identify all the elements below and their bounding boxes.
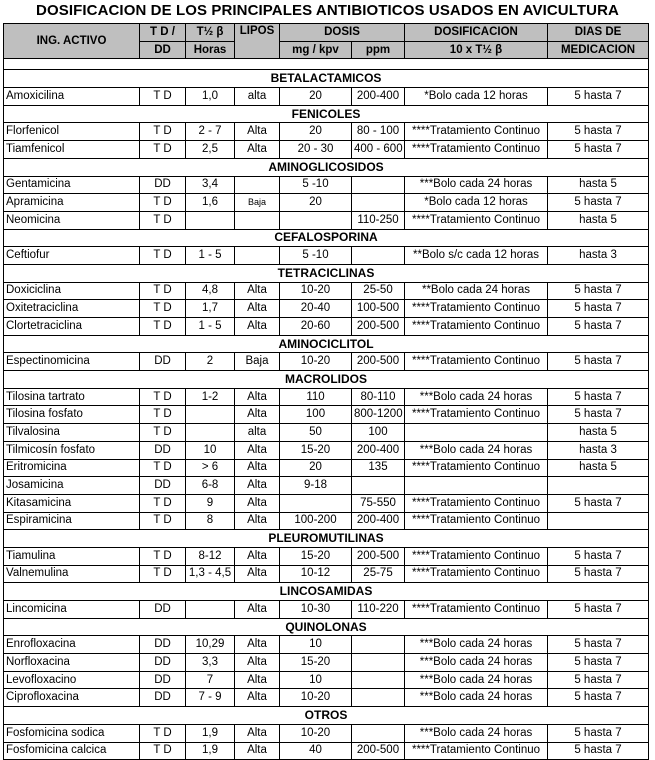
col-header-ing-activo: ING. ACTIVO (4, 24, 140, 59)
section-title: QUINOLONAS (4, 618, 649, 636)
cell-td-dd: T D (140, 724, 186, 742)
cell-dosing: ****Tratamiento Continuo (405, 211, 548, 229)
col-header-td: T D / (140, 24, 186, 42)
cell-dosing: ***Bolo cada 24 horas (405, 388, 548, 406)
cell-ingredient: Tiamulina (4, 547, 140, 565)
cell-lipos: Alta (235, 477, 280, 495)
cell-lipos: Alta (235, 494, 280, 512)
cell-half-life: 7 - 9 (186, 689, 235, 707)
cell-td-dd: T D (140, 247, 186, 265)
table-row (4, 353, 649, 371)
cell-dose-ppm: 100 (352, 424, 405, 442)
cell-days: 5 hasta 7 (548, 636, 649, 654)
cell-half-life: 3,4 (186, 176, 235, 194)
cell-lipos: Alta (235, 388, 280, 406)
cell-dosing: **Bolo s/c cada 12 horas (405, 247, 548, 265)
cell-td-dd: T D (140, 512, 186, 530)
cell-ingredient: Espectinomicina (4, 353, 140, 371)
cell-td-dd: DD (140, 654, 186, 672)
cell-dose-mg-kpv: 15-20 (280, 441, 352, 459)
cell-dose-ppm (352, 176, 405, 194)
cell-dosing: ***Bolo cada 24 horas (405, 636, 548, 654)
cell-td-dd: T D (140, 194, 186, 212)
cell-lipos: Baja (235, 353, 280, 371)
cell-half-life: 1,9 (186, 724, 235, 742)
cell-td-dd: T D (140, 318, 186, 336)
section-title: OTROS (4, 707, 649, 725)
cell-td-dd: T D (140, 547, 186, 565)
cell-dose-ppm (352, 194, 405, 212)
cell-td-dd: T D (140, 565, 186, 583)
section-row (4, 264, 649, 282)
cell-dosing: ****Tratamiento Continuo (405, 123, 548, 141)
cell-ingredient: Tilosina tartrato (4, 388, 140, 406)
cell-half-life: 2 - 7 (186, 123, 235, 141)
section-row (4, 158, 649, 176)
cell-dose-ppm: 100-500 (352, 300, 405, 318)
cell-ingredient: Tilmicosín fosfato (4, 441, 140, 459)
table-row (4, 176, 649, 194)
table-row (4, 388, 649, 406)
section-row (4, 70, 649, 88)
cell-dose-ppm (352, 247, 405, 265)
cell-td-dd: T D (140, 88, 186, 106)
cell-dose-mg-kpv: 100 (280, 406, 352, 424)
table-row (4, 141, 649, 159)
page-title: DOSIFICACION DE LOS PRINCIPALES ANTIBIOTICOS USADOS EN AVICULTURA (36, 2, 619, 19)
cell-half-life (186, 601, 235, 619)
cell-dose-ppm: 200-400 (352, 512, 405, 530)
cell-dose-mg-kpv: 15-20 (280, 547, 352, 565)
table-row (4, 88, 649, 106)
cell-half-life: 1 - 5 (186, 318, 235, 336)
cell-lipos: Baja (235, 194, 280, 212)
cell-dose-ppm: 800-1200 (352, 406, 405, 424)
cell-dose-ppm (352, 724, 405, 742)
col-header-ppm: ppm (352, 41, 405, 59)
cell-lipos: Alta (235, 318, 280, 336)
cell-dose-ppm: 200-500 (352, 547, 405, 565)
section-row (4, 707, 649, 725)
cell-days: 5 hasta 7 (548, 689, 649, 707)
table-row (4, 671, 649, 689)
cell-lipos: Alta (235, 123, 280, 141)
table-row (4, 123, 649, 141)
cell-days: 5 hasta 7 (548, 141, 649, 159)
cell-days: 5 hasta 7 (548, 388, 649, 406)
table-row (4, 565, 649, 583)
cell-days: 5 hasta 7 (548, 282, 649, 300)
cell-td-dd: T D (140, 282, 186, 300)
cell-ingredient: Tiamfenicol (4, 141, 140, 159)
section-title: BETALACTAMICOS (4, 70, 649, 88)
cell-dose-mg-kpv: 10 (280, 671, 352, 689)
cell-ingredient: Fosfomicina calcica (4, 742, 140, 760)
table-row (4, 459, 649, 477)
cell-dose-ppm: 200-500 (352, 742, 405, 760)
table-row (4, 194, 649, 212)
cell-td-dd: DD (140, 477, 186, 495)
cell-half-life: 1,6 (186, 194, 235, 212)
section-row (4, 105, 649, 123)
cell-dose-ppm: 75-550 (352, 494, 405, 512)
col-header-dias: DIAS DE (548, 24, 649, 42)
cell-dose-ppm: 110-250 (352, 211, 405, 229)
cell-dose-ppm: 200-500 (352, 318, 405, 336)
cell-dosing: ****Tratamiento Continuo (405, 141, 548, 159)
cell-lipos: Alta (235, 547, 280, 565)
section-row (4, 371, 649, 389)
cell-ingredient: Amoxicilina (4, 88, 140, 106)
cell-ingredient: Valnemulina (4, 565, 140, 583)
cell-dose-ppm: 80 - 100 (352, 123, 405, 141)
cell-td-dd: DD (140, 353, 186, 371)
cell-dose-ppm (352, 689, 405, 707)
cell-days: hasta 5 (548, 424, 649, 442)
cell-lipos: Alta (235, 654, 280, 672)
table-row (4, 601, 649, 619)
section-row (4, 530, 649, 548)
cell-dosing: ****Tratamiento Continuo (405, 353, 548, 371)
cell-half-life: 1,0 (186, 88, 235, 106)
cell-lipos: Alta (235, 636, 280, 654)
cell-days: hasta 5 (548, 211, 649, 229)
col-header-mg-kpv: mg / kpv (280, 41, 352, 59)
cell-td-dd: DD (140, 636, 186, 654)
cell-dosing (405, 424, 548, 442)
cell-half-life: 2,5 (186, 141, 235, 159)
cell-td-dd: DD (140, 689, 186, 707)
col-header-dosificacion: DOSIFICACION (405, 24, 548, 42)
cell-lipos: Alta (235, 742, 280, 760)
cell-dose-ppm: 25-50 (352, 282, 405, 300)
cell-lipos: Alta (235, 724, 280, 742)
cell-lipos: Alta (235, 441, 280, 459)
col-header-dosif-formula: 10 x T½ β (405, 41, 548, 59)
cell-lipos: Alta (235, 282, 280, 300)
table-row (4, 247, 649, 265)
cell-half-life: 8 (186, 512, 235, 530)
cell-lipos: Alta (235, 565, 280, 583)
section-title: LINCOSAMIDAS (4, 583, 649, 601)
cell-dose-mg-kpv: 5 -10 (280, 176, 352, 194)
col-header-lipos: LIPOS (235, 24, 280, 59)
cell-dosing: ***Bolo cada 24 horas (405, 724, 548, 742)
cell-half-life (186, 406, 235, 424)
cell-half-life: 3,3 (186, 654, 235, 672)
cell-ingredient: Espiramicina (4, 512, 140, 530)
cell-dosing: ****Tratamiento Continuo (405, 300, 548, 318)
cell-ingredient: Eritromicina (4, 459, 140, 477)
cell-td-dd: DD (140, 671, 186, 689)
cell-dose-mg-kpv: 10-12 (280, 565, 352, 583)
cell-ingredient: Neomicina (4, 211, 140, 229)
spacer-cell (4, 59, 649, 70)
cell-days: 5 hasta 7 (548, 494, 649, 512)
cell-days: hasta 3 (548, 441, 649, 459)
cell-lipos: Alta (235, 512, 280, 530)
cell-half-life: 8-12 (186, 547, 235, 565)
cell-dose-ppm (352, 654, 405, 672)
cell-dosing: ****Tratamiento Continuo (405, 494, 548, 512)
cell-dose-mg-kpv (280, 494, 352, 512)
cell-days (548, 512, 649, 530)
cell-lipos: Alta (235, 141, 280, 159)
cell-dose-mg-kpv: 10-30 (280, 601, 352, 619)
cell-lipos (235, 176, 280, 194)
cell-lipos (235, 211, 280, 229)
cell-lipos: Alta (235, 406, 280, 424)
cell-dosing: ****Tratamiento Continuo (405, 601, 548, 619)
cell-dose-mg-kpv: 10-20 (280, 282, 352, 300)
table-row (4, 636, 649, 654)
cell-ingredient: Oxitetraciclina (4, 300, 140, 318)
cell-td-dd: T D (140, 211, 186, 229)
cell-half-life: 1,9 (186, 742, 235, 760)
cell-ingredient: Gentamicina (4, 176, 140, 194)
cell-dose-mg-kpv: 9-18 (280, 477, 352, 495)
cell-lipos: alta (235, 88, 280, 106)
cell-lipos: Alta (235, 671, 280, 689)
table-row (4, 406, 649, 424)
section-title: FENICOLES (4, 105, 649, 123)
cell-dose-mg-kpv: 40 (280, 742, 352, 760)
cell-half-life: 1-2 (186, 388, 235, 406)
cell-dosing: ***Bolo cada 24 horas (405, 689, 548, 707)
cell-td-dd: T D (140, 459, 186, 477)
cell-days: 5 hasta 7 (548, 742, 649, 760)
cell-dose-ppm (352, 636, 405, 654)
section-row (4, 583, 649, 601)
cell-dose-ppm: 135 (352, 459, 405, 477)
cell-days: 5 hasta 7 (548, 194, 649, 212)
cell-lipos: Alta (235, 300, 280, 318)
col-header-horas: Horas (186, 41, 235, 59)
cell-td-dd: T D (140, 742, 186, 760)
section-row (4, 335, 649, 353)
table-row (4, 300, 649, 318)
cell-dose-ppm: 200-400 (352, 441, 405, 459)
cell-days: hasta 3 (548, 247, 649, 265)
cell-td-dd: T D (140, 424, 186, 442)
table-row (4, 318, 649, 336)
header-row-top (4, 24, 649, 42)
cell-dose-mg-kpv: 20 (280, 459, 352, 477)
col-header-dosis: DOSIS (280, 24, 405, 42)
cell-half-life: 1,7 (186, 300, 235, 318)
table-row (4, 547, 649, 565)
cell-dose-ppm: 200-500 (352, 353, 405, 371)
cell-td-dd: T D (140, 406, 186, 424)
cell-ingredient: Kitasamicina (4, 494, 140, 512)
cell-dosing: ***Bolo cada 24 horas (405, 441, 548, 459)
cell-days: hasta 5 (548, 459, 649, 477)
cell-ingredient: Norfloxacina (4, 654, 140, 672)
spacer-row (4, 59, 649, 70)
cell-dose-mg-kpv: 110 (280, 388, 352, 406)
cell-td-dd: DD (140, 176, 186, 194)
cell-dose-mg-kpv: 5 -10 (280, 247, 352, 265)
cell-dose-mg-kpv: 20 - 30 (280, 141, 352, 159)
section-title: CEFALOSPORINA (4, 229, 649, 247)
col-header-dd: DD (140, 41, 186, 59)
col-header-t-half: T½ β (186, 24, 235, 42)
cell-days: 5 hasta 7 (548, 406, 649, 424)
cell-dose-ppm: 110-220 (352, 601, 405, 619)
cell-days: 5 hasta 7 (548, 318, 649, 336)
cell-days: hasta 5 (548, 176, 649, 194)
cell-td-dd: T D (140, 141, 186, 159)
cell-dose-ppm: 400 - 600 (352, 141, 405, 159)
cell-half-life (186, 424, 235, 442)
cell-dose-mg-kpv: 20 (280, 123, 352, 141)
cell-ingredient: Clortetraciclina (4, 318, 140, 336)
cell-dosing (405, 477, 548, 495)
cell-lipos: Alta (235, 459, 280, 477)
cell-half-life: 4,8 (186, 282, 235, 300)
cell-half-life: 6-8 (186, 477, 235, 495)
cell-dose-mg-kpv: 10 (280, 636, 352, 654)
cell-dose-mg-kpv: 50 (280, 424, 352, 442)
cell-days: 5 hasta 7 (548, 353, 649, 371)
cell-dose-ppm: 200-400 (352, 88, 405, 106)
cell-lipos: alta (235, 424, 280, 442)
cell-dose-mg-kpv: 10-20 (280, 353, 352, 371)
cell-days: 5 hasta 7 (548, 601, 649, 619)
cell-half-life: 10,29 (186, 636, 235, 654)
table-row (4, 724, 649, 742)
cell-ingredient: Lincomicina (4, 601, 140, 619)
cell-dose-ppm (352, 671, 405, 689)
section-title: TETRACICLINAS (4, 264, 649, 282)
cell-half-life: > 6 (186, 459, 235, 477)
cell-td-dd: DD (140, 441, 186, 459)
cell-days: 5 hasta 7 (548, 654, 649, 672)
cell-ingredient: Ciprofloxacina (4, 689, 140, 707)
cell-dose-mg-kpv: 20-40 (280, 300, 352, 318)
table-row (4, 494, 649, 512)
cell-td-dd: T D (140, 123, 186, 141)
cell-half-life: 7 (186, 671, 235, 689)
cell-dosing: ****Tratamiento Continuo (405, 565, 548, 583)
cell-lipos (235, 247, 280, 265)
cell-dosing: ****Tratamiento Continuo (405, 512, 548, 530)
cell-dose-mg-kpv (280, 211, 352, 229)
section-title: AMINOCICLITOL (4, 335, 649, 353)
cell-ingredient: Josamicina (4, 477, 140, 495)
cell-dosing: ***Bolo cada 24 horas (405, 671, 548, 689)
table-row (4, 282, 649, 300)
section-title: MACROLIDOS (4, 371, 649, 389)
cell-half-life: 2 (186, 353, 235, 371)
cell-ingredient: Tilvalosina (4, 424, 140, 442)
cell-dosing: **Bolo cada 24 horas (405, 282, 548, 300)
cell-dose-mg-kpv: 10-20 (280, 689, 352, 707)
section-title: PLEUROMUTILINAS (4, 530, 649, 548)
cell-days: 5 hasta 7 (548, 724, 649, 742)
antibiotic-dosage-table (3, 23, 649, 760)
section-row (4, 618, 649, 636)
cell-ingredient: Ceftiofur (4, 247, 140, 265)
cell-dose-mg-kpv: 20 (280, 88, 352, 106)
cell-dose-mg-kpv: 20 (280, 194, 352, 212)
cell-half-life: 9 (186, 494, 235, 512)
cell-dose-mg-kpv: 20-60 (280, 318, 352, 336)
cell-ingredient: Doxiciclina (4, 282, 140, 300)
cell-half-life (186, 211, 235, 229)
cell-half-life: 1 - 5 (186, 247, 235, 265)
cell-td-dd: T D (140, 388, 186, 406)
cell-dosing: ****Tratamiento Continuo (405, 318, 548, 336)
cell-dosing: ***Bolo cada 24 horas (405, 654, 548, 672)
cell-days: 5 hasta 7 (548, 671, 649, 689)
table-row (4, 441, 649, 459)
cell-dosing: *Bolo cada 12 horas (405, 88, 548, 106)
cell-ingredient: Tilosina fosfato (4, 406, 140, 424)
cell-days: 5 hasta 7 (548, 88, 649, 106)
cell-half-life: 10 (186, 441, 235, 459)
cell-dose-ppm: 80-110 (352, 388, 405, 406)
col-header-medicacion: MEDICACION (548, 41, 649, 59)
cell-lipos: Alta (235, 689, 280, 707)
cell-td-dd: DD (140, 601, 186, 619)
cell-lipos: Alta (235, 601, 280, 619)
cell-dosing: *Bolo cada 12 horas (405, 194, 548, 212)
cell-dosing: ****Tratamiento Continuo (405, 459, 548, 477)
cell-dosing: ****Tratamiento Continuo (405, 547, 548, 565)
cell-days (548, 477, 649, 495)
cell-ingredient: Enrofloxacina (4, 636, 140, 654)
cell-dose-mg-kpv: 10-20 (280, 724, 352, 742)
table-row (4, 424, 649, 442)
cell-days: 5 hasta 7 (548, 547, 649, 565)
table-row (4, 689, 649, 707)
cell-td-dd: T D (140, 300, 186, 318)
table-row (4, 654, 649, 672)
section-row (4, 229, 649, 247)
cell-days: 5 hasta 7 (548, 300, 649, 318)
table-body (4, 59, 649, 760)
cell-dosing: ***Bolo cada 24 horas (405, 176, 548, 194)
table-row (4, 742, 649, 760)
cell-days: 5 hasta 7 (548, 123, 649, 141)
cell-dosing: ****Tratamiento Continuo (405, 406, 548, 424)
cell-ingredient: Florfenicol (4, 123, 140, 141)
cell-ingredient: Levofloxacino (4, 671, 140, 689)
cell-ingredient: Apramicina (4, 194, 140, 212)
cell-dosing: ****Tratamiento Continuo (405, 742, 548, 760)
cell-dose-ppm: 25-75 (352, 565, 405, 583)
cell-dose-ppm (352, 477, 405, 495)
table-row (4, 477, 649, 495)
table-row (4, 211, 649, 229)
cell-dose-mg-kpv: 100-200 (280, 512, 352, 530)
cell-half-life: 1,3 - 4,5 (186, 565, 235, 583)
cell-days: 5 hasta 7 (548, 565, 649, 583)
section-title: AMINOGLICOSIDOS (4, 158, 649, 176)
cell-dose-mg-kpv: 15-20 (280, 654, 352, 672)
table-row (4, 512, 649, 530)
cell-td-dd: T D (140, 494, 186, 512)
cell-ingredient: Fosfomicina sodica (4, 724, 140, 742)
